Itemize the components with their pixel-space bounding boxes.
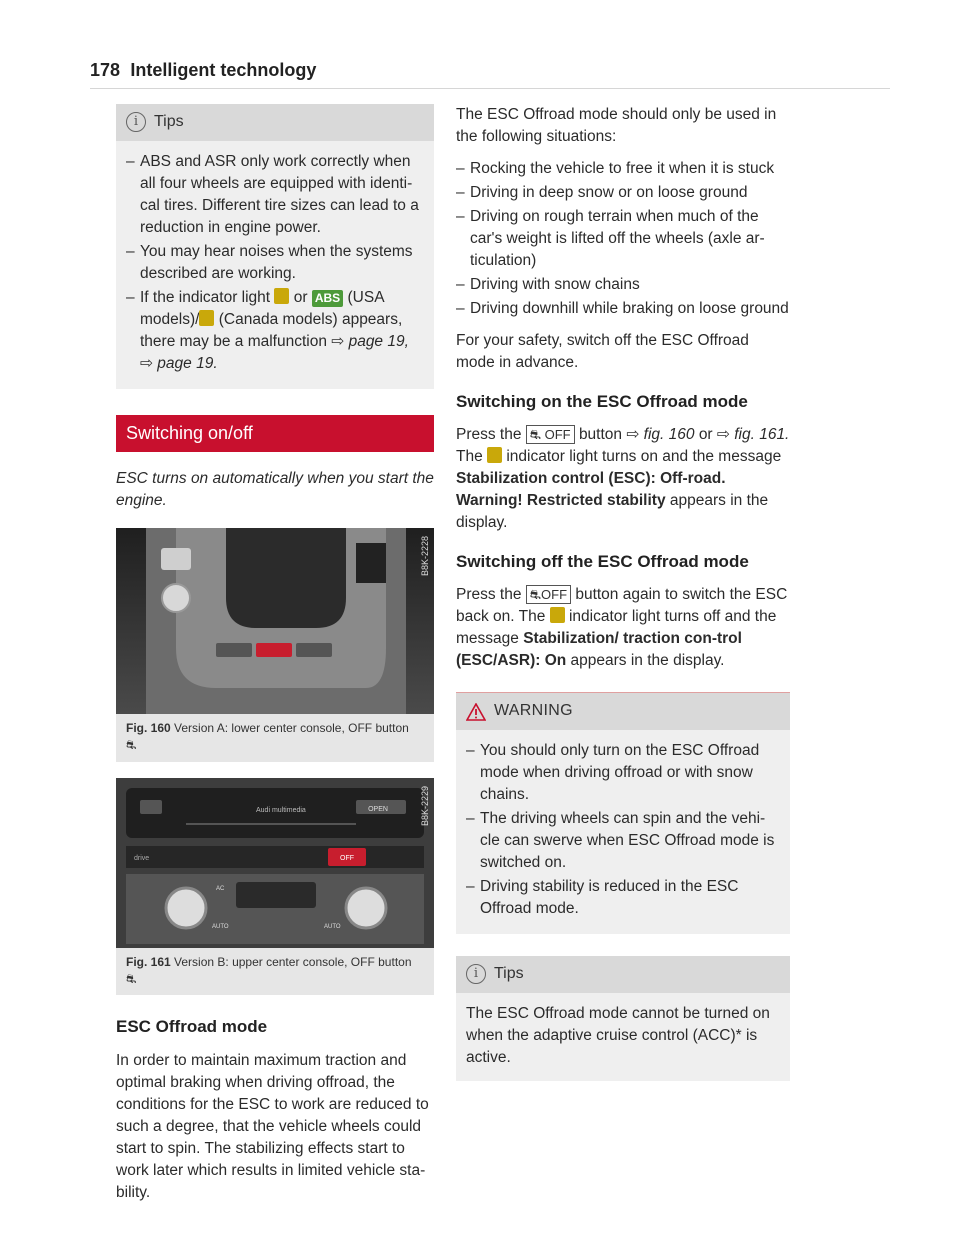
page-link[interactable]: ⇨ page 19, [331, 332, 409, 350]
display-message: Stabilization control (ESC): Off-road. Warning! Restricted stability [456, 470, 726, 510]
section-intro: ESC turns on automatically when you start the engine. [116, 470, 434, 510]
switch-on-heading: Switching on the ESC Offroad mode [456, 392, 748, 411]
page-header [90, 58, 434, 84]
tips-box [116, 104, 434, 389]
right-column [456, 104, 790, 1081]
figure-161-caption: Fig. 161 Version B: upper center console, OFF button ⛐ [116, 948, 434, 996]
esc-off-symbol: ⛐ [126, 738, 137, 753]
ac-label: AC [216, 885, 225, 892]
figure-161-image [116, 778, 434, 948]
upper-console-illustration [116, 778, 434, 948]
list-item: – Driving stability is reduced in the ESC Offroad mode. [466, 876, 780, 920]
esc-indicator-icon [550, 607, 565, 623]
tips-list [126, 151, 424, 375]
page-number: 178 [90, 60, 121, 80]
warning-title: WARNING [494, 702, 573, 720]
section-heading: Switching on/off [116, 415, 434, 453]
left-column [116, 104, 434, 1214]
figure-160-caption: Fig. 160 Version A: lower center console, OFF button ⛐ [116, 714, 434, 762]
esc-off-button: ⛐OFF [526, 585, 571, 604]
list-item: – ABS and ASR only work correctly when all four wheels are equipped with identi-cal tires. Different tire sizes can lead to a reduction in engine power. [126, 151, 424, 239]
list-item: – You may hear noises when the systems described are working. [126, 241, 424, 285]
list-item: – You should only turn on the ESC Offroad mode when driving offroad or with snow chains. [466, 740, 780, 806]
list-item: – The driving wheels can spin and the vehi-cle can swerve when ESC Offroad mode is switched on. [466, 808, 780, 874]
off-button-label: OFF [340, 854, 354, 862]
list-item: – If the indicator light or ABS (USA models)/ (Canada models) appears, there may be a malfunction ⇨ page 19, ⇨ page 19. [126, 287, 424, 375]
safety-note: For your safety, switch off the ESC Offroad mode in advance. [456, 332, 749, 371]
tips-header [456, 956, 790, 993]
multimedia-label: Audi multimedia [256, 806, 306, 814]
switch-on-instructions: Press the ⛐ OFF button ⇨ fig. 160 or ⇨ fig. 161. The indicator light turns on and the message Stabilization control (ESC): Off-road. Warning! Restricted stability appears in the display. [456, 426, 790, 532]
list-item: – Driving in deep snow or on loose ground [456, 182, 790, 204]
info-icon: i [466, 964, 486, 984]
list-item: – Driving downhill while braking on loose ground [456, 298, 790, 320]
tips-box [456, 956, 790, 1081]
figure-link[interactable]: ⇨ fig. 161. [716, 426, 790, 444]
tips-title: Tips [154, 113, 184, 130]
auto-left-label: AUTO [212, 923, 229, 930]
tips-title: Tips [494, 964, 524, 982]
usage-situations-list [456, 158, 790, 320]
auto-right-label: AUTO [324, 923, 341, 930]
warning-header [456, 693, 790, 730]
esc-offroad-body: In order to maintain maximum traction and optimal braking when driving offroad, the conditions for the ESC to work are reduced to such a degree, that the vehicle wheels could start to spin. The stabilizing effects start to work later which results in limited vehicle sta-bility. [116, 1051, 429, 1201]
esc-indicator-icon [274, 288, 289, 304]
display-message: Stabilization/ traction con-trol (ESC/ASR): On [456, 630, 742, 670]
lower-console-illustration [116, 528, 434, 714]
switch-off-instructions: Press the ⛐OFF button again to switch the ESC back on. The indicator light turns off and the message Stabilization/ traction con-trol (ESC/ASR): On appears in the display. [456, 586, 788, 670]
warning-box [456, 692, 790, 934]
section-title: Intelligent technology [130, 60, 317, 80]
warning-icon [466, 703, 486, 721]
tips-header [116, 104, 434, 141]
esc-offroad-heading: ESC Offroad mode [116, 1017, 268, 1037]
switch-off-heading: Switching off the ESC Offroad mode [456, 552, 749, 572]
figure-link[interactable]: ⇨ fig. 160 [626, 426, 695, 444]
figure-code: B8K-2229 [420, 785, 431, 826]
header-divider [90, 88, 890, 89]
list-item: – Rocking the vehicle to free it when it is stuck [456, 158, 790, 180]
abs-indicator-icon: ABS [312, 290, 343, 307]
open-label: OPEN [368, 805, 388, 813]
esc-off-symbol: ⛐ [126, 971, 137, 986]
info-icon: i [126, 112, 146, 132]
figure-160-image [116, 528, 434, 714]
esc-off-button: ⛐ OFF [526, 425, 575, 444]
figure-code: B8K-2228 [420, 536, 431, 577]
warning-list [466, 740, 780, 920]
abs-canada-indicator-icon [199, 310, 214, 326]
tips-text: The ESC Offroad mode cannot be turned on when the adaptive cruise control (ACC)* is active. [466, 1004, 770, 1066]
usage-intro: The ESC Offroad mode should only be used in the following situations: [456, 106, 777, 145]
drive-select-label: drive [134, 854, 150, 862]
list-item: – Driving with snow chains [456, 274, 790, 296]
page-link[interactable]: ⇨ page 19. [140, 354, 218, 372]
list-item: – Driving on rough terrain when much of the car's weight is lifted off the wheels (axle ar-ticulation) [456, 206, 790, 272]
esc-indicator-icon [487, 447, 502, 463]
